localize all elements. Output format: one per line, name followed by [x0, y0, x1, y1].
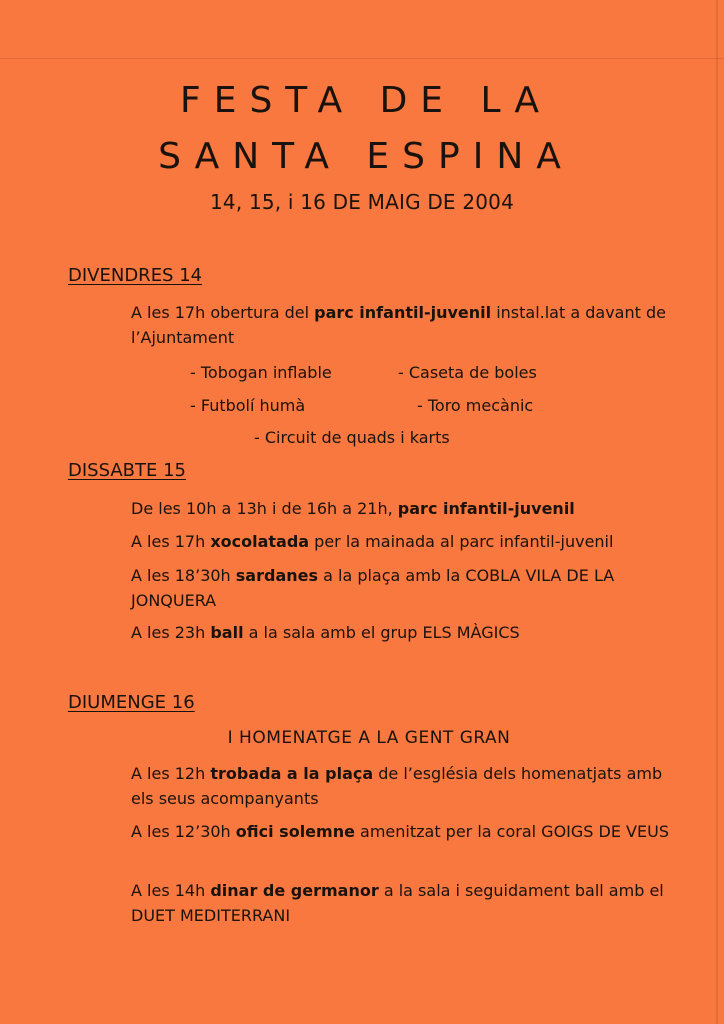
title-line-1: FESTA DE LA — [180, 80, 552, 121]
highlight: parc infantil-juvenil — [314, 303, 492, 322]
scan-band-line — [0, 58, 724, 59]
saturday-event: De les 10h a 13h i de 16h a 21h, parc infantil-juvenil — [131, 499, 575, 518]
activity-item: - Tobogan inflable — [190, 363, 332, 382]
saturday-event: A les 23h ball a la sala amb el grup ELS MÀGICS — [131, 623, 520, 642]
sunday-subtitle: I HOMENATGE A LA GENT GRAN — [227, 728, 511, 748]
activity-item: - Futbolí humà — [190, 396, 306, 415]
activity-item: - Circuit de quads i karts — [254, 428, 450, 447]
day-heading-saturday: DISSABTE 15 — [68, 460, 187, 481]
day-heading-friday: DIVENDRES 14 — [68, 265, 203, 286]
title-line-2: SANTA ESPINA — [158, 136, 574, 177]
sunday-event: A les 12’30h ofici solemne amenitzat per la coral GOIGS DE VEUS — [131, 822, 669, 841]
sunday-event: A les 12h trobada a la plaça de l’església dels homenatjats amb els seus acompanyants — [131, 764, 663, 808]
saturday-event: A les 17h xocolatada per la mainada al parc infantil-juvenil — [131, 532, 614, 551]
activity-item: - Caseta de boles — [398, 363, 537, 382]
sunday-event: A les 14h dinar de germanor a la sala i seguidament ball amb el DUET MEDITERRANI — [131, 881, 664, 925]
festival-dates: 14, 15, i 16 DE MAIG DE 2004 — [209, 190, 515, 214]
day-heading-sunday: DIUMENGE 16 — [68, 692, 195, 713]
friday-event-intro: A les 17h obertura del parc infantil-juvenil instal.lat a davant de l’Ajuntament — [131, 303, 666, 347]
activity-item: - Toro mecànic — [417, 396, 534, 415]
saturday-event: A les 18’30h sardanes a la plaça amb la COBLA VILA DE LA JONQUERA — [131, 566, 615, 610]
